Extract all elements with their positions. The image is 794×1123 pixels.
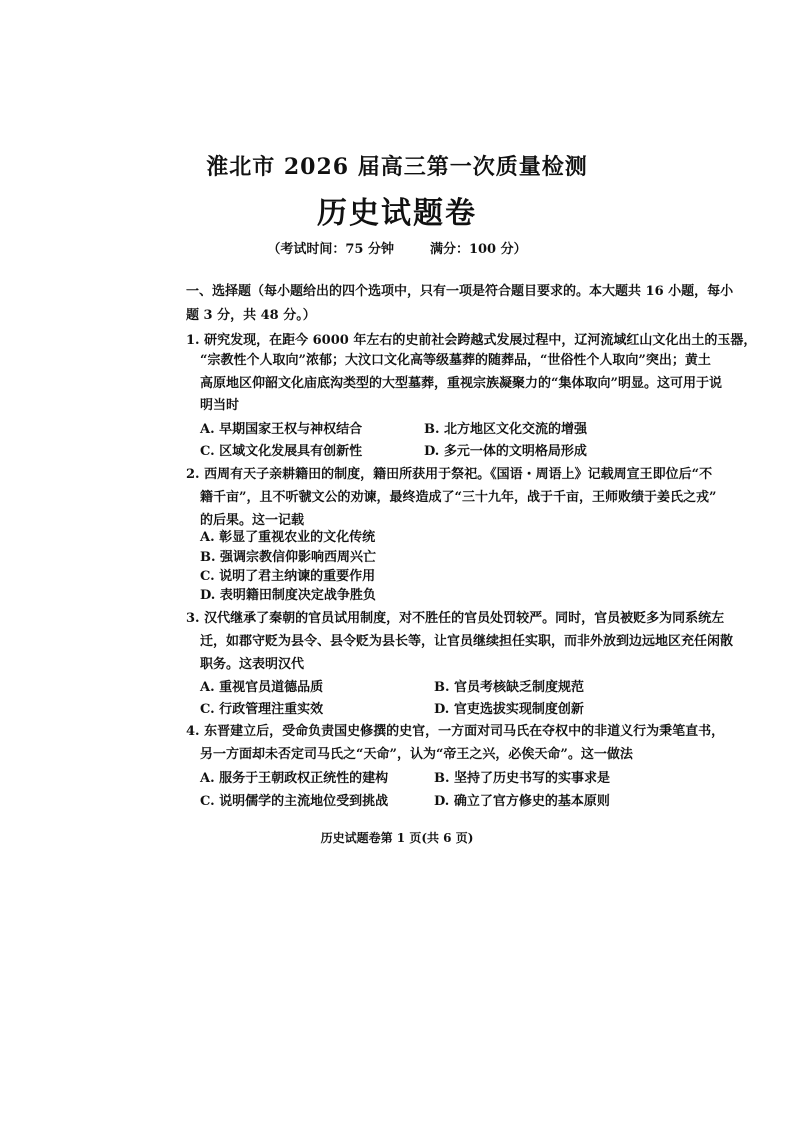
q2-option-d[interactable]: D. 表明籍田制度决定战争胜负 [200,588,376,603]
subject-title: 历史试题卷 [317,196,477,231]
q4-line1: 4. 东晋建立后，受命负责国史修撰的史官，一方面对司马氏在夺权中的非道义行为秉笔直书， [186,724,725,739]
q3-line3: 职务。这表明汉代 [200,657,305,672]
exam-time: （考试时间：75 分钟 [267,242,394,257]
q2-line3: 的后果。这一记载 [200,513,305,528]
q3-option-c[interactable]: C. 行政管理注重实效 [200,702,324,717]
q2-line2: 籍千亩”，且不听虢文公的劝谏，最终造成了“三十九年，战于千亩，王师败绩于姜氏之戎” [200,490,717,505]
q4-option-b[interactable]: B. 坚持了历史书写的实事求是 [434,771,611,786]
q3-option-d[interactable]: D. 官吏选拔实现制度创新 [434,702,584,717]
q3-line1: 3. 汉代继承了秦朝的官员试用制度，对不胜任的官员处罚较严。同时，官员被贬多为同系统左 [186,611,725,626]
q4-option-a[interactable]: A. 服务于王朝政权正统性的建构 [200,771,389,786]
q1-option-a[interactable]: A. 早期国家王权与神权结合 [200,422,363,437]
q2-option-c[interactable]: C. 说明了君主纳谏的重要作用 [200,569,376,584]
q3-option-b[interactable]: B. 官员考核缺乏制度规范 [434,680,585,695]
q1-option-c[interactable]: C. 区域文化发展具有创新性 [200,444,363,459]
page-footer: 历史试题卷第 1 页(共 6 页) [320,831,474,845]
q2-line1: 2. 西周有天子亲耕籍田的制度，籍田所获用于祭祀。《国语・周语上》记载周宣王即位后“不 [186,467,713,482]
q1-option-d[interactable]: D. 多元一体的文明格局形成 [424,444,587,459]
section-heading-line1: 一、选择题（每小题给出的四个选项中，只有一项是符合题目要求的。本大题共 16 小题，每小 [186,284,734,299]
q2-option-a[interactable]: A. 彰显了重视农业的文化传统 [200,530,376,545]
q4-line2: 另一方面却未否定司马氏之“天命”，认为“帝王之兴，必俟天命”。这一做法 [200,747,633,762]
q4-option-d[interactable]: D. 确立了官方修史的基本原则 [434,794,610,809]
exam-info [0,238,794,257]
q1-option-b[interactable]: B. 北方地区文化交流的增强 [424,422,588,437]
q3-option-a[interactable]: A. 重视官员道德品质 [200,680,324,695]
q1-line4: 明当时 [200,398,240,413]
full-score: 满分：100 分） [429,242,527,257]
q1-line1: 1. 研究发现，在距今 6000 年左右的史前社会跨越式发展过程中，辽河流域红山文化出土的玉器， [186,333,757,348]
q4-option-c[interactable]: C. 说明儒学的主流地位受到挑战 [200,794,389,809]
q3-line2: 迁，如郡守贬为县令、县令贬为县长等，让官员继续担任实职，而非外放到边远地区充任闲散 [200,634,734,649]
q1-line2: “宗教性个人取向”浓郁；大汶口文化高等级墓葬的随葬品，“世俗性个人取向”突出；黄土 [200,353,711,368]
q2-option-b[interactable]: B. 强调宗教信仰影响西周兴亡 [200,550,377,565]
q1-line3: 高原地区仰韶文化庙底沟类型的大型墓葬，重视宗族凝聚力的“集体取向”明显。这可用于说 [200,376,722,391]
section-heading-line2: 题 3 分，共 48 分。） [186,308,316,323]
exam-title: 淮北市 2026 届高三第一次质量检测 [206,154,588,180]
